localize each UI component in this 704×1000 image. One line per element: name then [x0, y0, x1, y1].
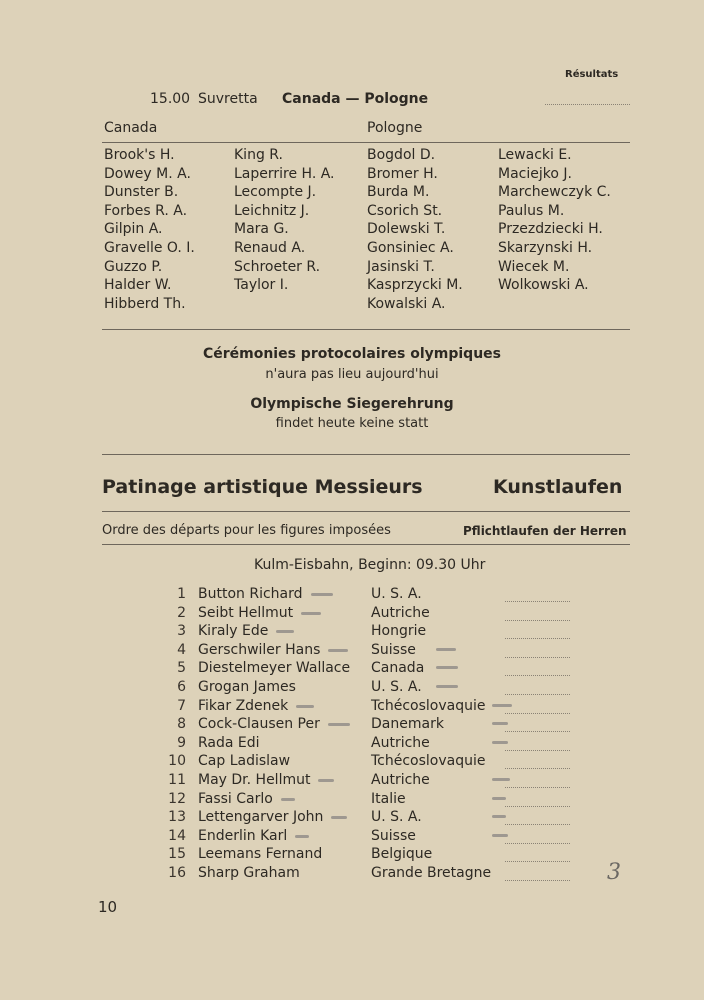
- roster-player: Burda M.: [367, 184, 430, 201]
- competitor-name: Cap Ladislaw: [198, 753, 291, 770]
- roster-player: Dunster B.: [104, 184, 179, 201]
- roster-player: Gilpin A.: [104, 221, 163, 238]
- competitor-name: Leemans Fernand: [198, 846, 323, 863]
- pencil-tick: [492, 741, 508, 744]
- roster-player: Wolkowski A.: [498, 277, 589, 294]
- competitor-row: [168, 790, 350, 809]
- competitor-row: [168, 622, 350, 641]
- start-number: 4: [177, 641, 186, 658]
- skating-venue-time: Kulm-Eisbahn, Beginn: 09.30 Uhr: [254, 557, 486, 573]
- competitor-row: [168, 752, 350, 771]
- start-number: 14: [168, 827, 186, 844]
- pencil-tick: [328, 723, 350, 726]
- roster-bottom-rule: [102, 329, 630, 330]
- start-number: 2: [177, 604, 186, 621]
- start-number: 7: [177, 697, 186, 714]
- competitor-country: Autriche: [371, 734, 430, 751]
- roster-player: Lecompte J.: [234, 184, 317, 201]
- competitor-row: [168, 604, 350, 623]
- competitor-name: Fassi Carlo: [198, 790, 273, 807]
- result-blank-line: [505, 657, 570, 658]
- competitor-country: Suisse: [371, 641, 416, 658]
- pencil-tick: [492, 797, 506, 800]
- roster-player: Hibberd Th.: [104, 295, 186, 312]
- skating-subtitle-rule: [102, 544, 630, 545]
- pencil-tick: [295, 835, 309, 838]
- roster-player: Forbes R. A.: [104, 202, 188, 219]
- result-blank-line: [505, 787, 570, 788]
- pencil-tick: [436, 685, 458, 688]
- ceremonies-fr-title: Cérémonies protocolaires olympiques: [202, 346, 502, 362]
- competitor-name: Gerschwiler Hans: [198, 641, 321, 658]
- roster-top-rule: [102, 142, 630, 143]
- competitor-row: [168, 641, 350, 660]
- roster-player: Renaud A.: [234, 239, 306, 256]
- poland-roster-col2: [498, 146, 611, 295]
- result-blank-line: [505, 824, 570, 825]
- roster-player: Paulus M.: [498, 202, 565, 219]
- ceremonies-fr-text: n'aura pas lieu aujourd'hui: [265, 367, 439, 382]
- pencil-tick: [318, 779, 334, 782]
- competitor-name: Seibt Hellmut: [198, 604, 294, 621]
- competitor-country: Hongrie: [371, 623, 427, 640]
- roster-player: King R.: [234, 147, 283, 163]
- roster-player: Leichnitz J.: [234, 202, 310, 219]
- page-number: 10: [98, 898, 118, 916]
- team1-name: Canada: [104, 120, 158, 136]
- competitor-row: [168, 715, 350, 734]
- roster-player: Bogdol D.: [367, 147, 436, 163]
- competitor-name: May Dr. Hellmut: [198, 771, 311, 788]
- start-number: 10: [168, 753, 186, 770]
- result-blank-line: [505, 620, 570, 621]
- result-blank-line: [505, 880, 570, 881]
- roster-player: Brook's H.: [104, 147, 175, 163]
- result-blank-line: [505, 713, 570, 714]
- pencil-tick: [492, 815, 506, 818]
- competitor-name: Sharp Graham: [198, 864, 300, 881]
- competitor-country: Italie: [371, 790, 406, 807]
- pencil-tick: [301, 612, 321, 615]
- canada-roster-col1: [104, 146, 195, 313]
- competitor-name: Diestelmeyer Wallace: [198, 660, 351, 677]
- match-title: Canada — Pologne: [282, 91, 429, 107]
- start-number: 6: [177, 678, 186, 695]
- roster-player: Kowalski A.: [367, 295, 446, 312]
- skating-subtitle-fr: Ordre des départs pour les figures imposées: [102, 523, 391, 538]
- result-blank-line: [505, 675, 570, 676]
- section-divider: [102, 454, 630, 455]
- competitor-row: [168, 697, 350, 716]
- handwritten-mark: 3: [607, 860, 621, 885]
- competitor-name: Grogan James: [198, 678, 296, 695]
- competitor-country: Belgique: [371, 846, 433, 863]
- pencil-tick: [492, 722, 508, 725]
- start-number: 1: [177, 586, 186, 602]
- skating-title-de: Kunstlaufen: [493, 476, 623, 498]
- roster-player: Maciejko J.: [498, 165, 572, 182]
- result-blank-line: [505, 731, 570, 732]
- start-number: 15: [168, 846, 186, 863]
- pencil-tick: [492, 778, 510, 781]
- competitor-country: Grande Bretagne: [371, 864, 492, 881]
- start-number: 12: [168, 790, 186, 807]
- roster-player: Kasprzycki M.: [367, 277, 463, 294]
- roster-player: Lewacki E.: [498, 147, 572, 163]
- roster-player: Bromer H.: [367, 165, 438, 182]
- country-list: [371, 585, 491, 883]
- competitor-name: Rada Edi: [198, 734, 260, 751]
- result-blank-line: [505, 750, 570, 751]
- competitor-country: Danemark: [371, 716, 444, 733]
- roster-player: Dolewski T.: [367, 221, 446, 238]
- header-dotted-line: [545, 104, 630, 105]
- start-number: 9: [177, 734, 186, 751]
- roster-player: Guzzo P.: [104, 258, 163, 275]
- competitor-country: U. S. A.: [371, 586, 422, 602]
- competitor-country: Canada: [371, 660, 425, 677]
- roster-player: Wiecek M.: [498, 258, 570, 275]
- roster-player: Taylor I.: [234, 277, 289, 294]
- start-number: 13: [168, 809, 186, 826]
- competitor-row: [168, 827, 350, 846]
- competitor-name: Kiraly Ede: [198, 623, 269, 640]
- competitor-name: Cock-Clausen Per: [198, 716, 320, 733]
- roster-player: Gonsiniec A.: [367, 239, 454, 256]
- roster-player: Przezdziecki H.: [498, 221, 603, 238]
- poland-roster-col1: [367, 146, 463, 313]
- roster-player: Mara G.: [234, 221, 289, 238]
- competitor-row: [168, 864, 350, 883]
- pencil-tick: [436, 666, 458, 669]
- roster-player: Halder W.: [104, 277, 172, 294]
- roster-player: Dowey M. A.: [104, 165, 191, 182]
- competitor-name: Fikar Zdenek: [198, 697, 289, 714]
- competitor-country: Autriche: [371, 771, 430, 788]
- result-blank-line: [505, 861, 570, 862]
- pencil-tick: [436, 648, 456, 651]
- start-number: 11: [168, 771, 186, 788]
- pencil-tick: [492, 834, 508, 837]
- result-blank-line: [505, 694, 570, 695]
- competitor-row: [168, 734, 350, 753]
- canada-roster-col2: [234, 146, 335, 295]
- competitor-name: Lettengarver John: [198, 809, 324, 826]
- pencil-tick: [276, 630, 294, 633]
- match-time: 15.00: [150, 91, 191, 107]
- skating-title-rule: [102, 511, 630, 512]
- result-blank-line: [505, 768, 570, 769]
- start-number: 3: [177, 623, 186, 640]
- pencil-tick: [328, 649, 348, 652]
- result-blank-line: [505, 843, 570, 844]
- team2-name: Pologne: [367, 120, 423, 136]
- competitor-row: [168, 808, 350, 827]
- section-label: Résultats: [565, 69, 619, 80]
- pencil-tick: [492, 704, 512, 707]
- pencil-tick: [311, 593, 333, 596]
- ceremonies-de-text: findet heute keine statt: [275, 416, 429, 431]
- skating-title-fr: Patinage artistique Messieurs: [102, 476, 423, 498]
- competitor-country: Autriche: [371, 604, 430, 621]
- skating-subtitle-de: Pflichtlaufen der Herren: [463, 524, 627, 538]
- competitor-country: Suisse: [371, 827, 416, 844]
- pencil-tick: [281, 798, 295, 801]
- roster-player: Schroeter R.: [234, 258, 321, 275]
- roster-player: Jasinski T.: [367, 258, 435, 275]
- result-blank-line: [505, 601, 570, 602]
- start-number: 8: [177, 716, 186, 733]
- competitor-list: [168, 585, 350, 883]
- pencil-tick: [296, 705, 314, 708]
- ceremonies-de-title: Olympische Siegerehrung: [250, 396, 454, 412]
- roster-player: Gravelle O. I.: [104, 239, 195, 256]
- competitor-country: Tchécoslovaquie: [371, 697, 486, 714]
- competitor-row: [168, 845, 350, 864]
- match-venue: Suvretta: [198, 91, 258, 107]
- roster-player: Csorich St.: [367, 202, 443, 219]
- start-number: 16: [168, 864, 186, 881]
- competitor-name: Button Richard: [198, 586, 303, 602]
- roster-player: Marchewczyk C.: [498, 184, 611, 201]
- result-blank-line: [505, 806, 570, 807]
- pencil-tick: [331, 816, 347, 819]
- roster-player: Skarzynski H.: [498, 239, 593, 256]
- competitor-country: U. S. A.: [371, 678, 422, 695]
- competitor-country: U. S. A.: [371, 809, 422, 826]
- competitor-name: Enderlin Karl: [198, 827, 288, 844]
- result-blank-line: [505, 638, 570, 639]
- start-number: 5: [177, 660, 186, 677]
- competitor-row: [168, 678, 350, 697]
- roster-player: Laperrire H. A.: [234, 165, 335, 182]
- competitor-country: Tchécoslovaquie: [371, 753, 486, 770]
- competitor-row: [168, 659, 350, 678]
